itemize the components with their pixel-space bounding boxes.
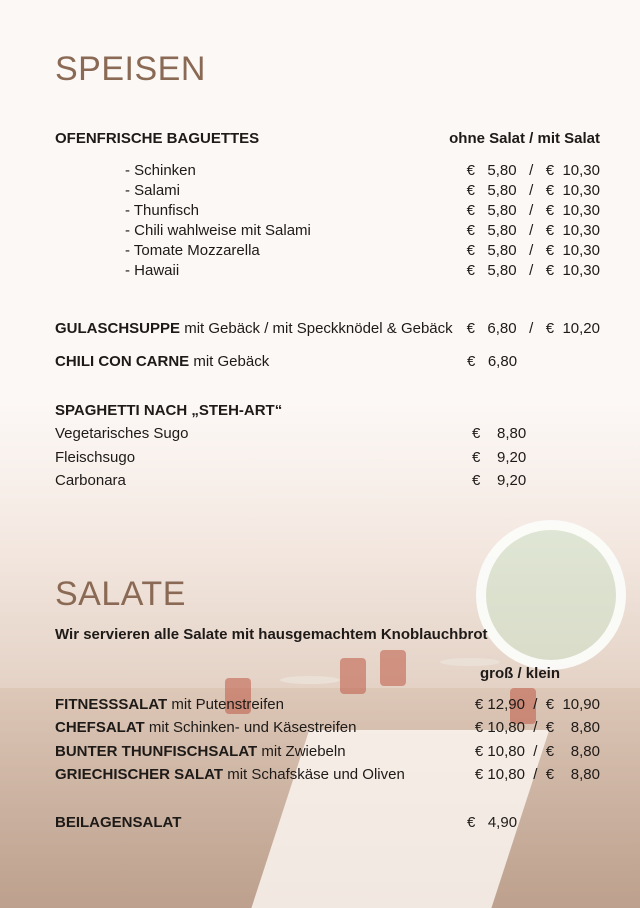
table-row: FITNESSSALAT mit Putenstreifen € 12,90 / € 10,90	[55, 696, 600, 713]
list-item: - Salami € 5,80 / € 10,30	[125, 182, 600, 199]
beilagen-name: BEILAGENSALAT	[55, 814, 182, 831]
salate-price-header: groß / klein	[479, 665, 560, 682]
chili-row	[55, 352, 600, 372]
salate-subtitle: Wir servieren alle Salate mit hausgemachtem Knoblauchbrot	[55, 626, 488, 643]
baguettes-price-header: ohne Salat / mit Salat	[449, 130, 600, 147]
list-item: - Hawaii € 5,80 / € 10,30	[125, 262, 600, 279]
spaghetti-title: SPAGHETTI NACH „STEH-ART“	[55, 402, 283, 419]
table-row: BUNTER THUNFISCHSALAT mit Zwiebeln € 10,80 / € 8,80	[55, 743, 600, 760]
list-item: Fleischsugo € 9,20	[55, 449, 527, 466]
beilagen-row	[55, 813, 600, 833]
table-row: CHEFSALAT mit Schinken- und Käsestreifen € 10,80 / € 8,80	[55, 719, 600, 736]
baguettes-title: OFENFRISCHE BAGUETTES	[55, 130, 260, 147]
chili-name: CHILI CON CARNE	[55, 353, 190, 370]
salate-subtitle-row	[55, 625, 600, 645]
chili-desc: mit Gebäck	[189, 353, 270, 370]
gulasch-price: € 6,80 / € 10,20	[466, 320, 600, 337]
beilagen-price: € 4,90	[467, 814, 518, 831]
chili-price: € 6,80	[467, 353, 518, 370]
list-item: Carbonara € 9,20	[55, 472, 527, 489]
spaghetti-header-row	[55, 401, 600, 421]
baguettes-header-row	[55, 129, 600, 149]
list-item: - Tomate Mozzarella € 5,80 / € 10,30	[125, 242, 600, 259]
gulasch-desc: mit Gebäck / mit Speckknödel & Gebäck	[180, 320, 453, 337]
speisen-title: SPEISEN	[55, 50, 206, 88]
list-item: - Schinken € 5,80 / € 10,30	[125, 162, 600, 179]
list-item: Vegetarisches Sugo € 8,80	[55, 425, 527, 442]
list-item: - Thunfisch € 5,80 / € 10,30	[125, 202, 600, 219]
list-item: - Chili wahlweise mit Salami € 5,80 / € 10,30	[125, 222, 600, 239]
table-row: GRIECHISCHER SALAT mit Schafskäse und Oliven € 10,80 / € 8,80	[55, 766, 600, 783]
gulasch-name: GULASCHSUPPE	[55, 320, 181, 337]
gulasch-row	[55, 319, 600, 339]
salate-title: SALATE	[55, 575, 186, 613]
